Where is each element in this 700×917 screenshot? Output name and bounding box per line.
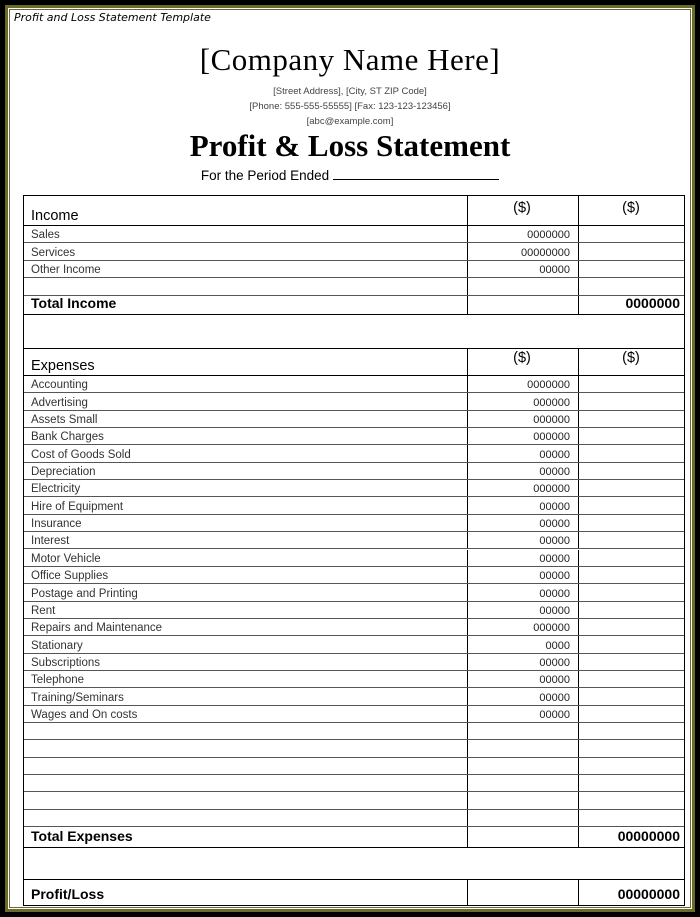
line-item-value: 00000 [539,448,570,461]
address-line: [Street Address], [City, ST ZIP Code] [273,86,427,97]
expense-row [24,550,684,567]
line-item-value: 0000000 [527,229,570,242]
profit-loss-label: Profit/Loss [31,886,105,902]
expenses-col2-header: ($) [622,350,640,366]
income-heading: Income [31,208,79,224]
income-row [24,243,684,260]
line-item-value: 00000 [539,466,570,479]
line-item-label: Accounting [31,379,88,392]
line-item-label: Cost of Goods Sold [31,448,131,461]
line-item-label: Assets Small [31,414,98,427]
line-item-value: 00000 [539,264,570,277]
period-date-field[interactable] [333,168,499,180]
expense-row-blank [24,775,684,792]
line-item-label: Telephone [31,674,85,687]
total-income-value: 0000000 [625,294,680,311]
expense-row [24,515,684,532]
line-item-label: Repairs and Maintenance [31,622,163,635]
line-item-label: Advertising [31,396,88,409]
expense-row [24,463,684,480]
expense-row-blank [24,740,684,757]
line-item-label: Rent [31,604,56,617]
line-item-label: Sales [31,229,60,242]
expense-row [24,654,684,671]
total-income [24,296,684,315]
expense-row-blank [24,792,684,809]
profit-loss-value: 00000000 [617,886,680,902]
period-label: For the Period Ended [200,168,330,183]
expense-row-blank [24,810,684,827]
expense-row [24,532,684,549]
expense-row [24,619,684,636]
line-item-label: Hire of Equipment [31,500,124,513]
line-item-label: Other Income [31,264,101,277]
expense-row [24,393,684,410]
statement-title: Profit & Loss Statement [189,128,511,163]
income-col1-header: ($) [513,200,531,216]
line-item-label: Insurance [31,518,82,531]
total-expenses-value: 00000000 [617,827,680,844]
line-item-value: 00000 [539,552,570,565]
expense-row [24,671,684,688]
spacer-row [24,848,684,880]
line-item-value: 00000 [539,656,570,669]
line-item-value: 00000 [539,604,570,617]
line-item-value: 00000 [539,691,570,704]
expense-row-blank [24,723,684,740]
line-item-value: 00000 [539,500,570,513]
expenses-header-row [24,349,684,376]
line-item-value: 00000 [539,570,570,583]
line-item-label: Stationary [31,639,83,652]
expense-row [24,480,684,497]
income-row [24,226,684,243]
line-item-value: 0000 [545,639,570,652]
total-expenses-label: Total Expenses [31,827,133,844]
line-item-label: Office Supplies [31,570,109,583]
expense-row [24,567,684,584]
line-item-label: Wages and On costs [31,708,138,721]
line-item-value: 00000 [539,708,570,721]
expenses-heading: Expenses [31,358,95,374]
line-item-value: 000000 [533,431,570,444]
line-item-value: 00000 [539,535,570,548]
line-item-value: 00000 [539,518,570,531]
line-item-label: Services [31,246,76,259]
template-title: Profit and Loss Statement Template [14,11,211,24]
line-item-value: 000000 [533,414,570,427]
phone-fax-line: [Phone: 555-555-55555] [Fax: 123-123-123456] [249,101,451,112]
expense-row [24,428,684,445]
expense-row [24,376,684,393]
line-item-label: Training/Seminars [31,691,124,704]
email-line: [abc@example.com] [306,116,394,127]
expense-row [24,706,684,723]
total-income-label: Total Income [31,294,117,311]
spacer-row [24,315,684,349]
profit-loss [24,880,684,905]
income-header-row [24,196,684,226]
expense-row [24,688,684,705]
income-row-blank [24,278,684,295]
line-item-label: Electricity [31,483,81,496]
line-item-value: 0000000 [527,379,570,392]
line-item-value: 00000 [539,587,570,600]
line-item-value: 000000 [533,622,570,635]
income-row [24,261,684,278]
line-item-label: Interest [31,535,70,548]
expense-row [24,602,684,619]
expense-row [24,636,684,653]
line-item-value: 000000 [533,483,570,496]
line-item-label: Depreciation [31,466,96,479]
income-col2-header: ($) [622,200,640,216]
total-expenses [24,827,684,848]
company-name: [Company Name Here] [199,42,501,77]
expense-row-blank [24,758,684,775]
expense-row [24,497,684,514]
expense-row [24,411,684,428]
period-line [8,168,692,183]
line-item-value: 00000 [539,674,570,687]
line-item-label: Motor Vehicle [31,552,101,565]
statement-table [23,195,685,906]
expense-row [24,445,684,462]
page-frame [5,5,695,912]
line-item-label: Subscriptions [31,656,101,669]
expense-row [24,584,684,601]
line-item-value: 000000 [533,396,570,409]
line-item-value: 00000000 [521,246,570,259]
expenses-col1-header: ($) [513,350,531,366]
line-item-label: Postage and Printing [31,587,138,600]
line-item-label: Bank Charges [31,431,104,444]
